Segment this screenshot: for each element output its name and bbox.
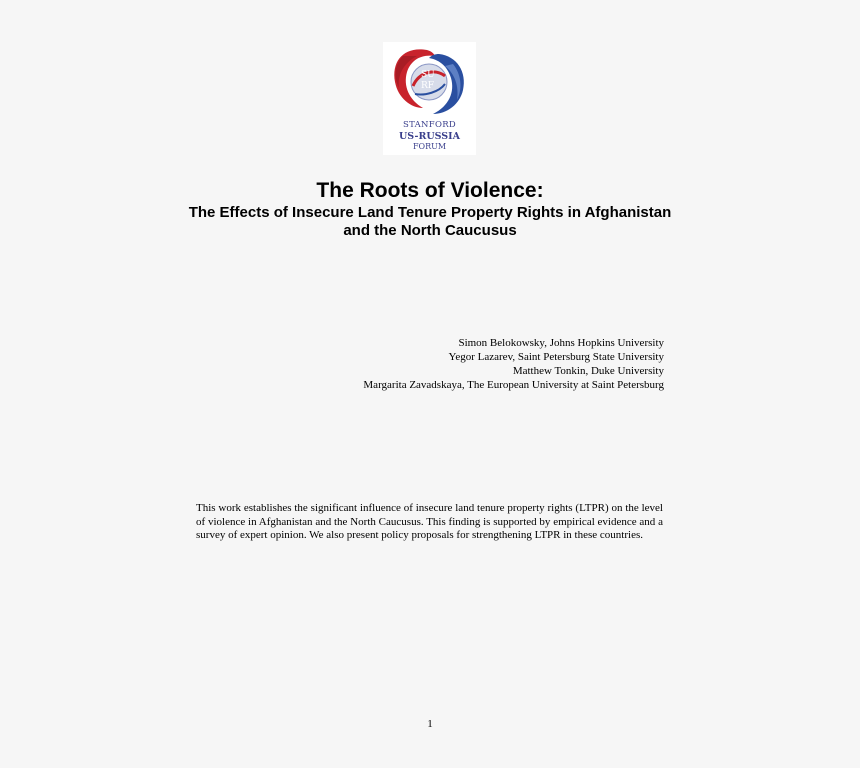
document-subtitle: The Effects of Insecure Land Tenure Property Rights in Afghanistan and the North Caucusus [188, 204, 672, 239]
document-title: The Roots of Violence: [316, 179, 544, 202]
logo-text-forum: FORUM [412, 142, 447, 151]
logo-mark-bottom: RF [421, 81, 435, 91]
abstract-paragraph: This work establishes the significant influence of insecure land tenure property rights (LTPR) on the level of violence in Afghanistan and the North Caucusus. This finding is supported by empirical evidence and a survey of expert opinion. We also present policy proposals for strengthening LTPR in these countries. [196, 502, 663, 542]
author-line: Simon Belokowsky, Johns Hopkins University [458, 337, 664, 349]
page-number: 1 [427, 718, 433, 730]
author-line: Margarita Zavadskaya, The European University at Saint Petersburg [363, 379, 664, 391]
stanford-us-russia-forum-logo [383, 42, 476, 155]
author-line: Matthew Tonkin, Duke University [512, 365, 664, 377]
logo-text-us-russia: US-RUSSIA [399, 131, 460, 142]
logo-text-stanford: STANFORD [402, 120, 457, 130]
author-line: Yegor Lazarev, Saint Petersburg State University [448, 351, 664, 363]
author-list [300, 336, 664, 392]
logo-mark-top: SU [421, 70, 435, 80]
